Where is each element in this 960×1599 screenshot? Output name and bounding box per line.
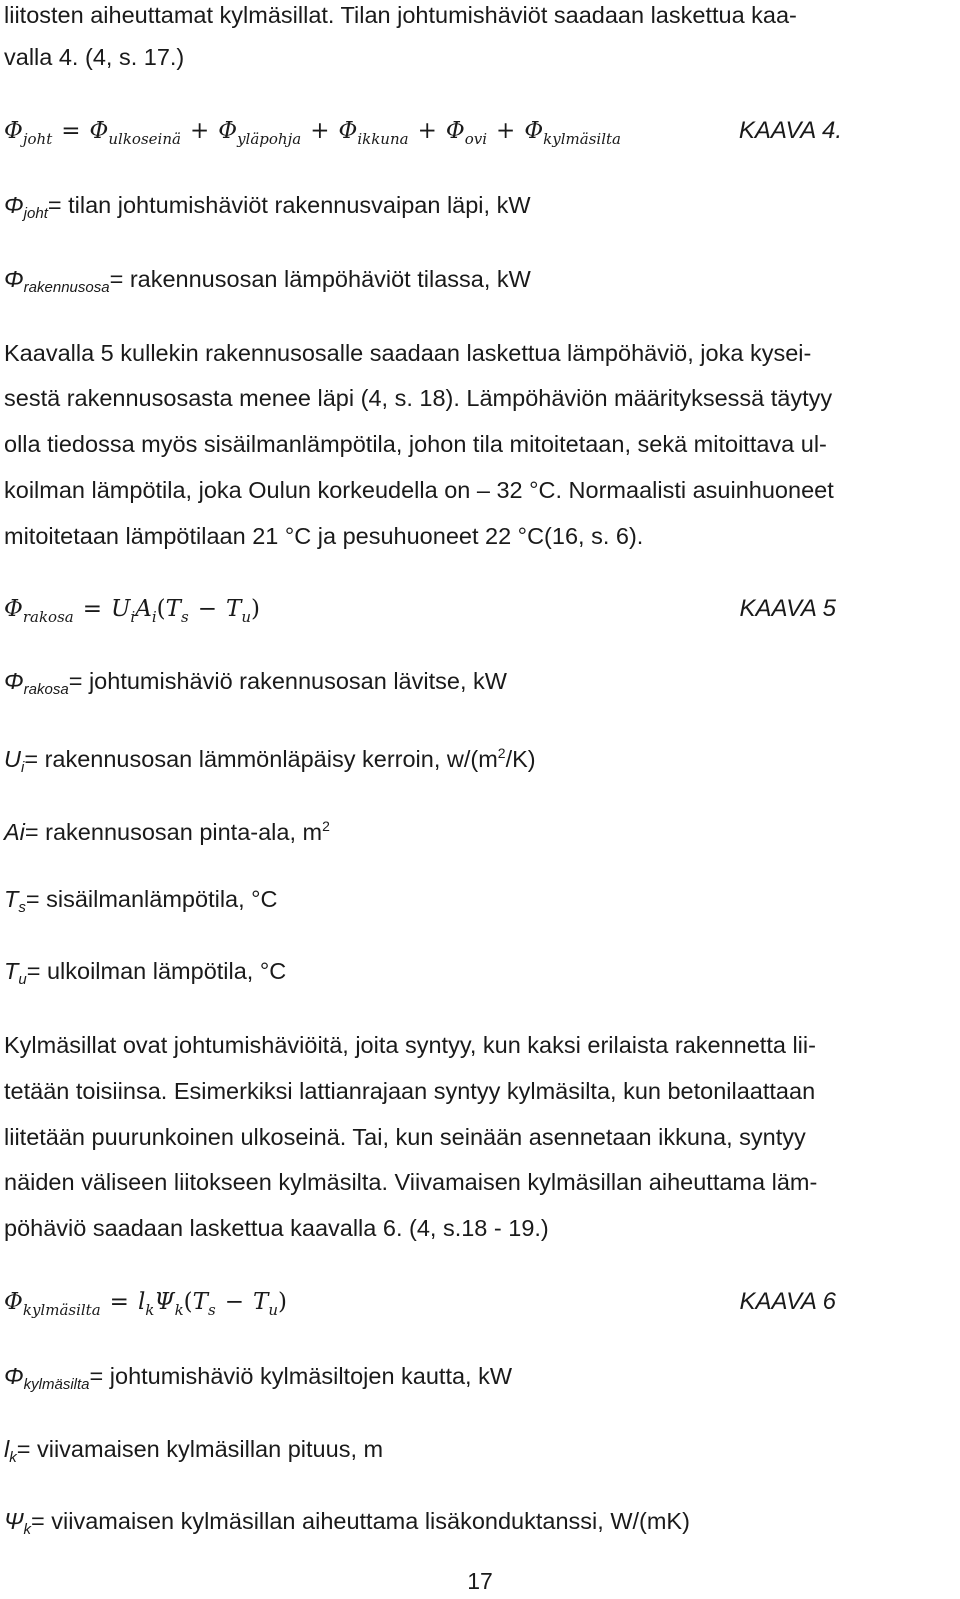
- formula-6: $\Phi_{kylmäsilta} = l_k\Psi_k(T_s - T_u)$: [4, 1289, 287, 1319]
- formula-label: KAAVA 6: [739, 1288, 836, 1315]
- paragraph-line: tetään toisiinsa. Esimerkiksi lattianrajaan syntyy kylmäsilta, kun betonilaattaan: [4, 1078, 816, 1104]
- paragraph-line: olla tiedossa myös sisäilmanlämpötila, johon tila mitoitetaan, sekä mitoittava ul-: [4, 431, 827, 457]
- paragraph-line: sestä rakennusosasta menee läpi (4, s. 18). Lämpöhäviön määrityksessä täytyy: [4, 385, 833, 411]
- definition-line: $\Phi_{joht}=$ tilan johtumishäviöt rakennusvaipan läpi, kW: [4, 192, 531, 222]
- definition-line: $\Psi_k=$ viivamaisen kylmäsillan aiheuttama lisäkonduktanssi, W/(mK): [4, 1508, 690, 1538]
- definition-line: $T_u=$ ulkoilman lämpötila, °C: [4, 958, 287, 988]
- paragraph-line: Kylmäsillat ovat johtumishäviöitä, joita syntyy, kun kaksi erilaista rakennetta lii-: [4, 1032, 816, 1058]
- paragraph-line: Kaavalla 5 kullekin rakennusosalle saadaan laskettua lämpöhäviö, joka kysei-: [4, 340, 812, 366]
- definition-line: Ai= rakennusosan pinta-ala, $m^2$: [4, 818, 330, 845]
- paragraph-line: mitoitetaan lämpötilaan 21 °C ja pesuhuoneet 22 °C(16, s. 6).: [4, 523, 644, 549]
- paragraph-line: liitetään puurunkoinen ulkoseinä. Tai, kun seinään asennetaan ikkuna, syntyy: [4, 1124, 806, 1150]
- paragraph-line: valla 4. (4, s. 17.): [4, 44, 185, 70]
- definition-line: $\Phi_{rakosa}=$ johtumishäviö rakennusosan lävitse, kW: [4, 668, 507, 698]
- formula-4: $\Phi_{joht} = \Phi_{ulkoseinä} + \Phi_{yläpohja} + \Phi_{ikkuna} + \Phi_{ovi} + \Phi_{kylmäsilta}$: [4, 118, 621, 148]
- definition-line: $\Phi_{kylmäsilta}=$ johtumishäviö kylmäsiltojen kautta, kW: [4, 1363, 513, 1393]
- page-number: 17: [467, 1568, 493, 1594]
- paragraph-line: näiden väliseen liitokseen kylmäsilta. Viivamaisen kylmäsillan aiheuttama läm-: [4, 1169, 818, 1195]
- definition-line: $T_s=$ sisäilmanlämpötila, °C: [4, 886, 278, 916]
- definition-line: $\Phi_{rakennusosa}=$ rakennusosan lämpöhäviöt tilassa, kW: [4, 266, 531, 296]
- definition-line: $l_k=$ viivamaisen kylmäsillan pituus, m: [4, 1436, 384, 1466]
- paragraph-line: koilman lämpötila, joka Oulun korkeudella on ‒ 32 °C. Normaalisti asuinhuoneet: [4, 477, 834, 503]
- paragraph-line: pöhäviö saadaan laskettua kaavalla 6. (4, s.18 - 19.): [4, 1215, 549, 1241]
- paragraph-line: liitosten aiheuttamat kylmäsillat. Tilan johtumishäviöt saadaan laskettua kaa-: [4, 2, 797, 28]
- formula-label: KAAVA 5: [739, 595, 836, 622]
- formula-5: $\Phi_{rakosa} = U_iA_i(T_s - T_u)$: [4, 596, 260, 626]
- formula-label: KAAVA 4.: [738, 117, 842, 144]
- definition-line: $U_i=$ rakennusosan lämmönläpäisy kerroin, $w/(m^2/K)$: [4, 745, 536, 776]
